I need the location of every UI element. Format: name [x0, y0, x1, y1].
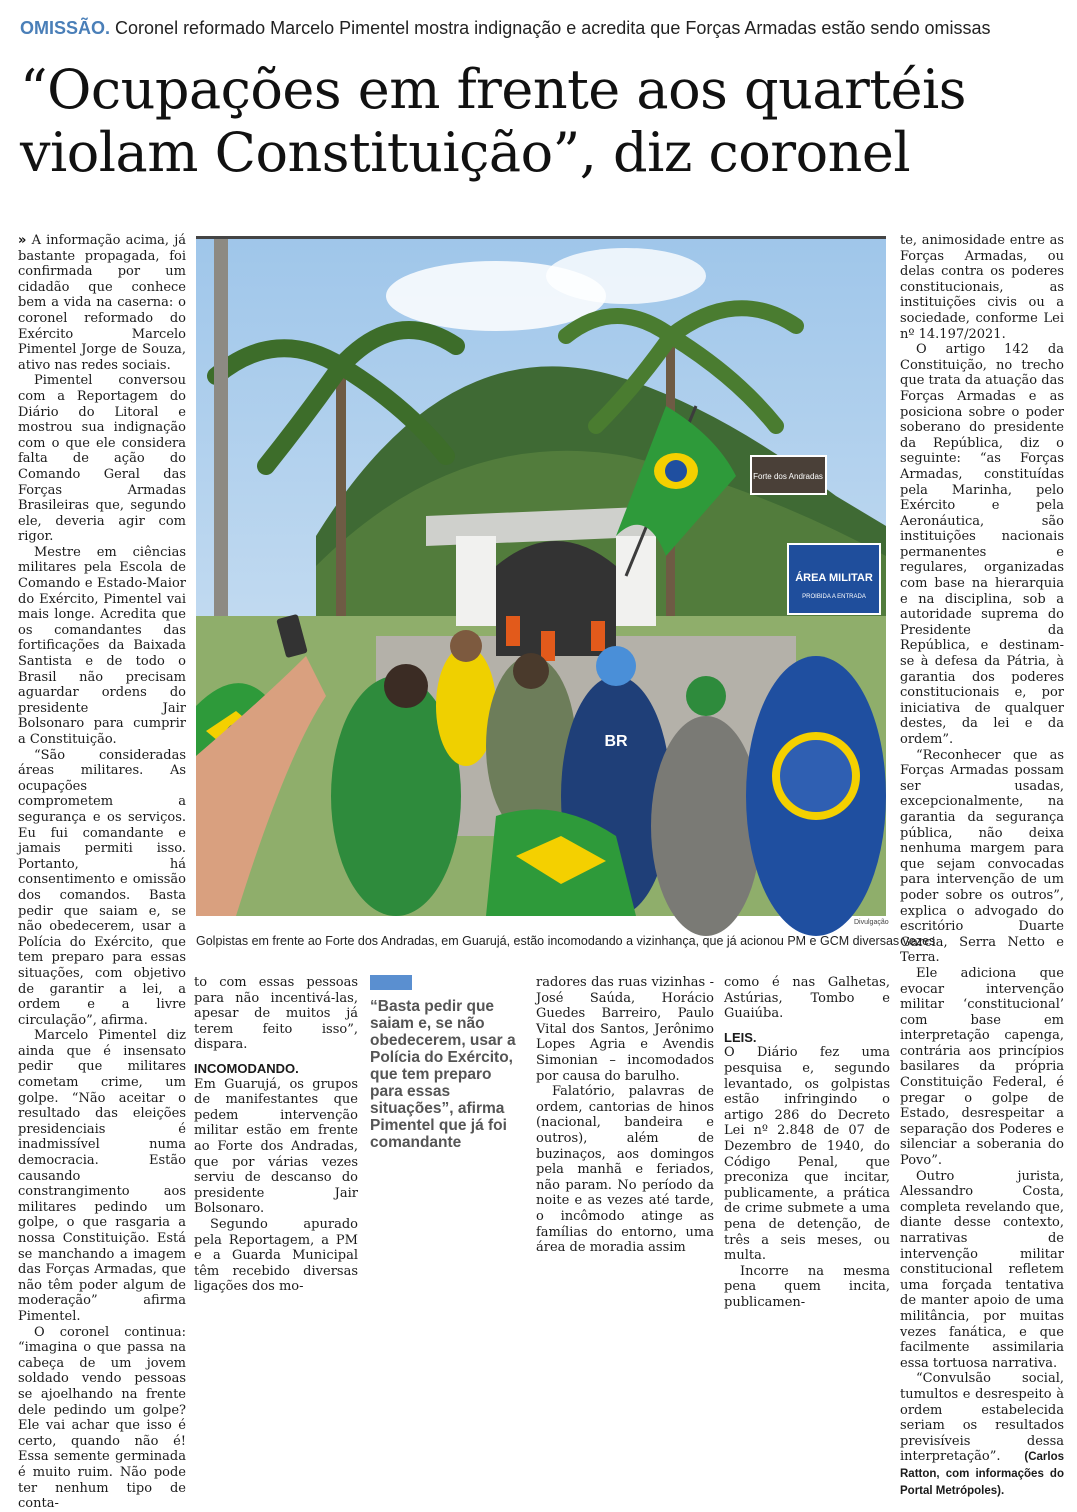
paragraph: Ele adiciona que evocar intervenção militar ‘constitucional’ com base em interpretação capenga, contrária aos princípios basilares da própria Constituição Federal, é pregar o golpe de Estado, desrespeitar a separação dos Poderes e silenciar a soberania do Povo”. — [900, 965, 1064, 1169]
paragraph: O coronel continua: “imagina o que passa na cabeça de um jovem soldado vendo pessoas se ajoelhando na frente dele pedindo um golpe? Ele vai achar que isso é certo, quando não é! Essa semente germinada é muito ruim. Não pode ter nenhum tipo de conta- — [18, 1324, 186, 1512]
sign-military-area: ÁREA MILITAR — [795, 572, 873, 584]
chevron-right-icon: » — [18, 233, 27, 248]
paragraph — [18, 233, 186, 373]
paragraph: Mestre em ciências militares pela Escola de Comando e Estado-Maior do Exército, Pimentel vai mais longe. Acredita que os comandantes das fortificações da Baixada Santista e de todo o Brasil não precisam aguardar ordens do presidente Jair Bolsonaro para cumprir a Constituição. — [18, 544, 186, 747]
sign-fort-name: Forte dos Andradas — [753, 472, 823, 481]
article-column-1 — [18, 233, 186, 1512]
shirt-text: BR — [604, 733, 628, 750]
paragraph: to com essas pessoas para não incentivá-las, apesar de muitos já terem feito isso”, dispara. — [194, 975, 358, 1053]
subhead-leis: LEIS. — [724, 1029, 757, 1045]
paragraph — [900, 1371, 1064, 1499]
paragraph: Em Guarujá, os grupos de manifestantes que pedem intervenção militar estão em frente ao Forte dos Andradas, que por várias vezes serviu de descanso do presidente Jair Bolsonaro. — [194, 1076, 358, 1217]
paragraph: Falatório, palavras de ordem, cantorias de hinos (nacional, bandeira e outros), além de buzinaços, aos domingos pela manhã e feriados, não param. No período da noite e as vezes até tarde, o incômodo atinge as famílias do entorno, uma área de moradia assim — [536, 1084, 714, 1256]
paragraph-text: “Convulsão social, tumultos e desrespeito à ordem estabelecida seriam os resultados previsíveis dessa interpretação”. — [900, 1371, 1064, 1465]
paragraph: “Reconhecer que as Forças Armadas possam ser usadas, excepcionalmente, na garantia da segurança pública, não deixa nenhuma margem para que sejam convocadas para intervenção de um poder sobre os outros”, explica o advogado do escritório Duarte Garcia, Serra Netto e Terra. — [900, 747, 1064, 966]
article-column-6 — [900, 233, 1064, 1499]
headline-line-1: “Ocupações em frente aos quartéis — [20, 58, 967, 121]
photo-credit: Divulgação — [854, 919, 889, 926]
paragraph: Segundo apurado pela Reportagem, a PM e a Guarda Municipal têm recebido diversas ligações dos mo- — [194, 1216, 358, 1295]
article-photo — [196, 236, 886, 916]
pull-quote — [370, 975, 525, 1151]
kicker — [20, 18, 1060, 39]
paragraph: radores das ruas vizinhas - José Saúda, Horácio Guedes Barreiro, Paulo Vital dos Santos, Jerônimo Lopes Agria e Avendis Simonian – incomodados por causa do barulho. — [536, 975, 714, 1084]
paragraph: Outro jurista, Alessandro Costa, completa revelando que, diante desse contexto, narrativas de intervenção militar constitucional refletem uma forçada tentativa de manter apoio de uma militância, por muitas vezes fanática, e que facilmente assimilaria essa tortuosa narrativa. — [900, 1168, 1064, 1371]
photo-caption: Golpistas em frente ao Forte dos Andradas, em Guarujá, estão incomodando a vizinhança, que já acionou PM e GCM diversas vezes — [196, 934, 936, 948]
paragraph: “São consideradas áreas militares. As ocupações comprometem a segurança e os serviços. Eu fui comandante e jamais permiti isso. Portanto, há consentimento e omissão dos comandos. Basta pedir que saiam e, se não obedecerem, usar a Polícia do Exército, que tem preparo para essas situações, com objetivo de garantir a lei, a ordem e a livre circulação”, afirma. — [18, 747, 186, 1028]
article-column-5 — [724, 975, 890, 1310]
kicker-tag: OMISSÃO. — [20, 18, 111, 38]
paragraph: Incorre na mesma pena quem incita, publicamen- — [724, 1263, 890, 1310]
paragraph: O artigo 142 da Constituição, no trecho que trata da atuação das Forças Armadas e as posiciona sobre o poder soberano do presidente da República, diz o seguinte: “as Forças Armadas, constituídas pela Marinha, pelo Exército e pela Aeronáutica, são instituições nacionais permanentes e regulares, organizadas com base na hierarquia e na disciplina, sob a autoridade suprema do Presidente da República, e destinam-se à defesa da Pátria, à garantia dos poderes constitucionais e, por iniciativa de qualquer destes, da lei e da ordem”. — [900, 342, 1064, 747]
kicker-text: Coronel reformado Marcelo Pimentel mostra indignação e acredita que Forças Armadas estão sendo omissas — [115, 18, 991, 38]
paragraph-text: A informação acima, já bastante propagada, foi confirmada por um cidadão que conhece bem a vida na caserna: o coronel reformado do Exército Marcelo Pimentel Jorge de Souza, ativo nas redes sociais. — [18, 233, 186, 373]
sign-no-entry: PROIBIDA A ENTRADA — [802, 594, 866, 600]
paragraph: O Diário fez uma pesquisa e, segundo levantado, os golpistas estão infringindo o artigo 286 do Decreto Lei nº 2.848 de 07 de Dezembro de 1940, do Código Penal, que preconiza que incitar, publicamente, a prática de crime submete a uma pena de detenção, de três a seis meses, ou multa. — [724, 1045, 890, 1264]
author-credit: (Carlos Ratton, com informações do Portal Metrópoles). — [900, 1451, 1064, 1497]
headline — [20, 58, 1065, 184]
article-column-4 — [536, 975, 714, 1256]
paragraph: como é nas Galhetas, Astúrias, Tombo e Guaiúba. — [724, 975, 890, 1022]
paragraph: Marcelo Pimentel diz ainda que é insensato pedir que militares cometam crime, um golpe. “Não aceitar o resultado das eleições presidenciais é inadmissível numa democracia. Estão causando constrangimento aos militares pedindo um golpe, o que rasgaria a nossa Constituição. Está se manchando a imagem das Forças Armadas, que não têm poder algum de moderação” afirma Pimentel. — [18, 1028, 186, 1324]
paragraph: Pimentel conversou com a Reportagem do Diário do Litoral e mostrou sua indignação com o que ele considera falta de ação do Comando Geral das Forças Armadas Brasileiras que, segundo ele, deveria agir com rigor. — [18, 373, 186, 545]
pull-quote-bar — [370, 975, 412, 990]
headline-line-2: violam Constituição”, diz coronel — [20, 121, 911, 184]
paragraph: te, animosidade entre as Forças Armadas, ou delas contra os poderes constitucionais, as instituições civis ou a sociedade, conforme Lei nº 14.197/2021. — [900, 233, 1064, 342]
pull-quote-text: “Basta pedir que saiam e, se não obedecerem, usar a Polícia do Exército, que tem preparo para essas situações”, afirma Pimentel que já foi comandante — [370, 998, 516, 1151]
article-column-2 — [194, 975, 358, 1295]
subhead-incomodando: INCOMODANDO. — [194, 1060, 299, 1076]
